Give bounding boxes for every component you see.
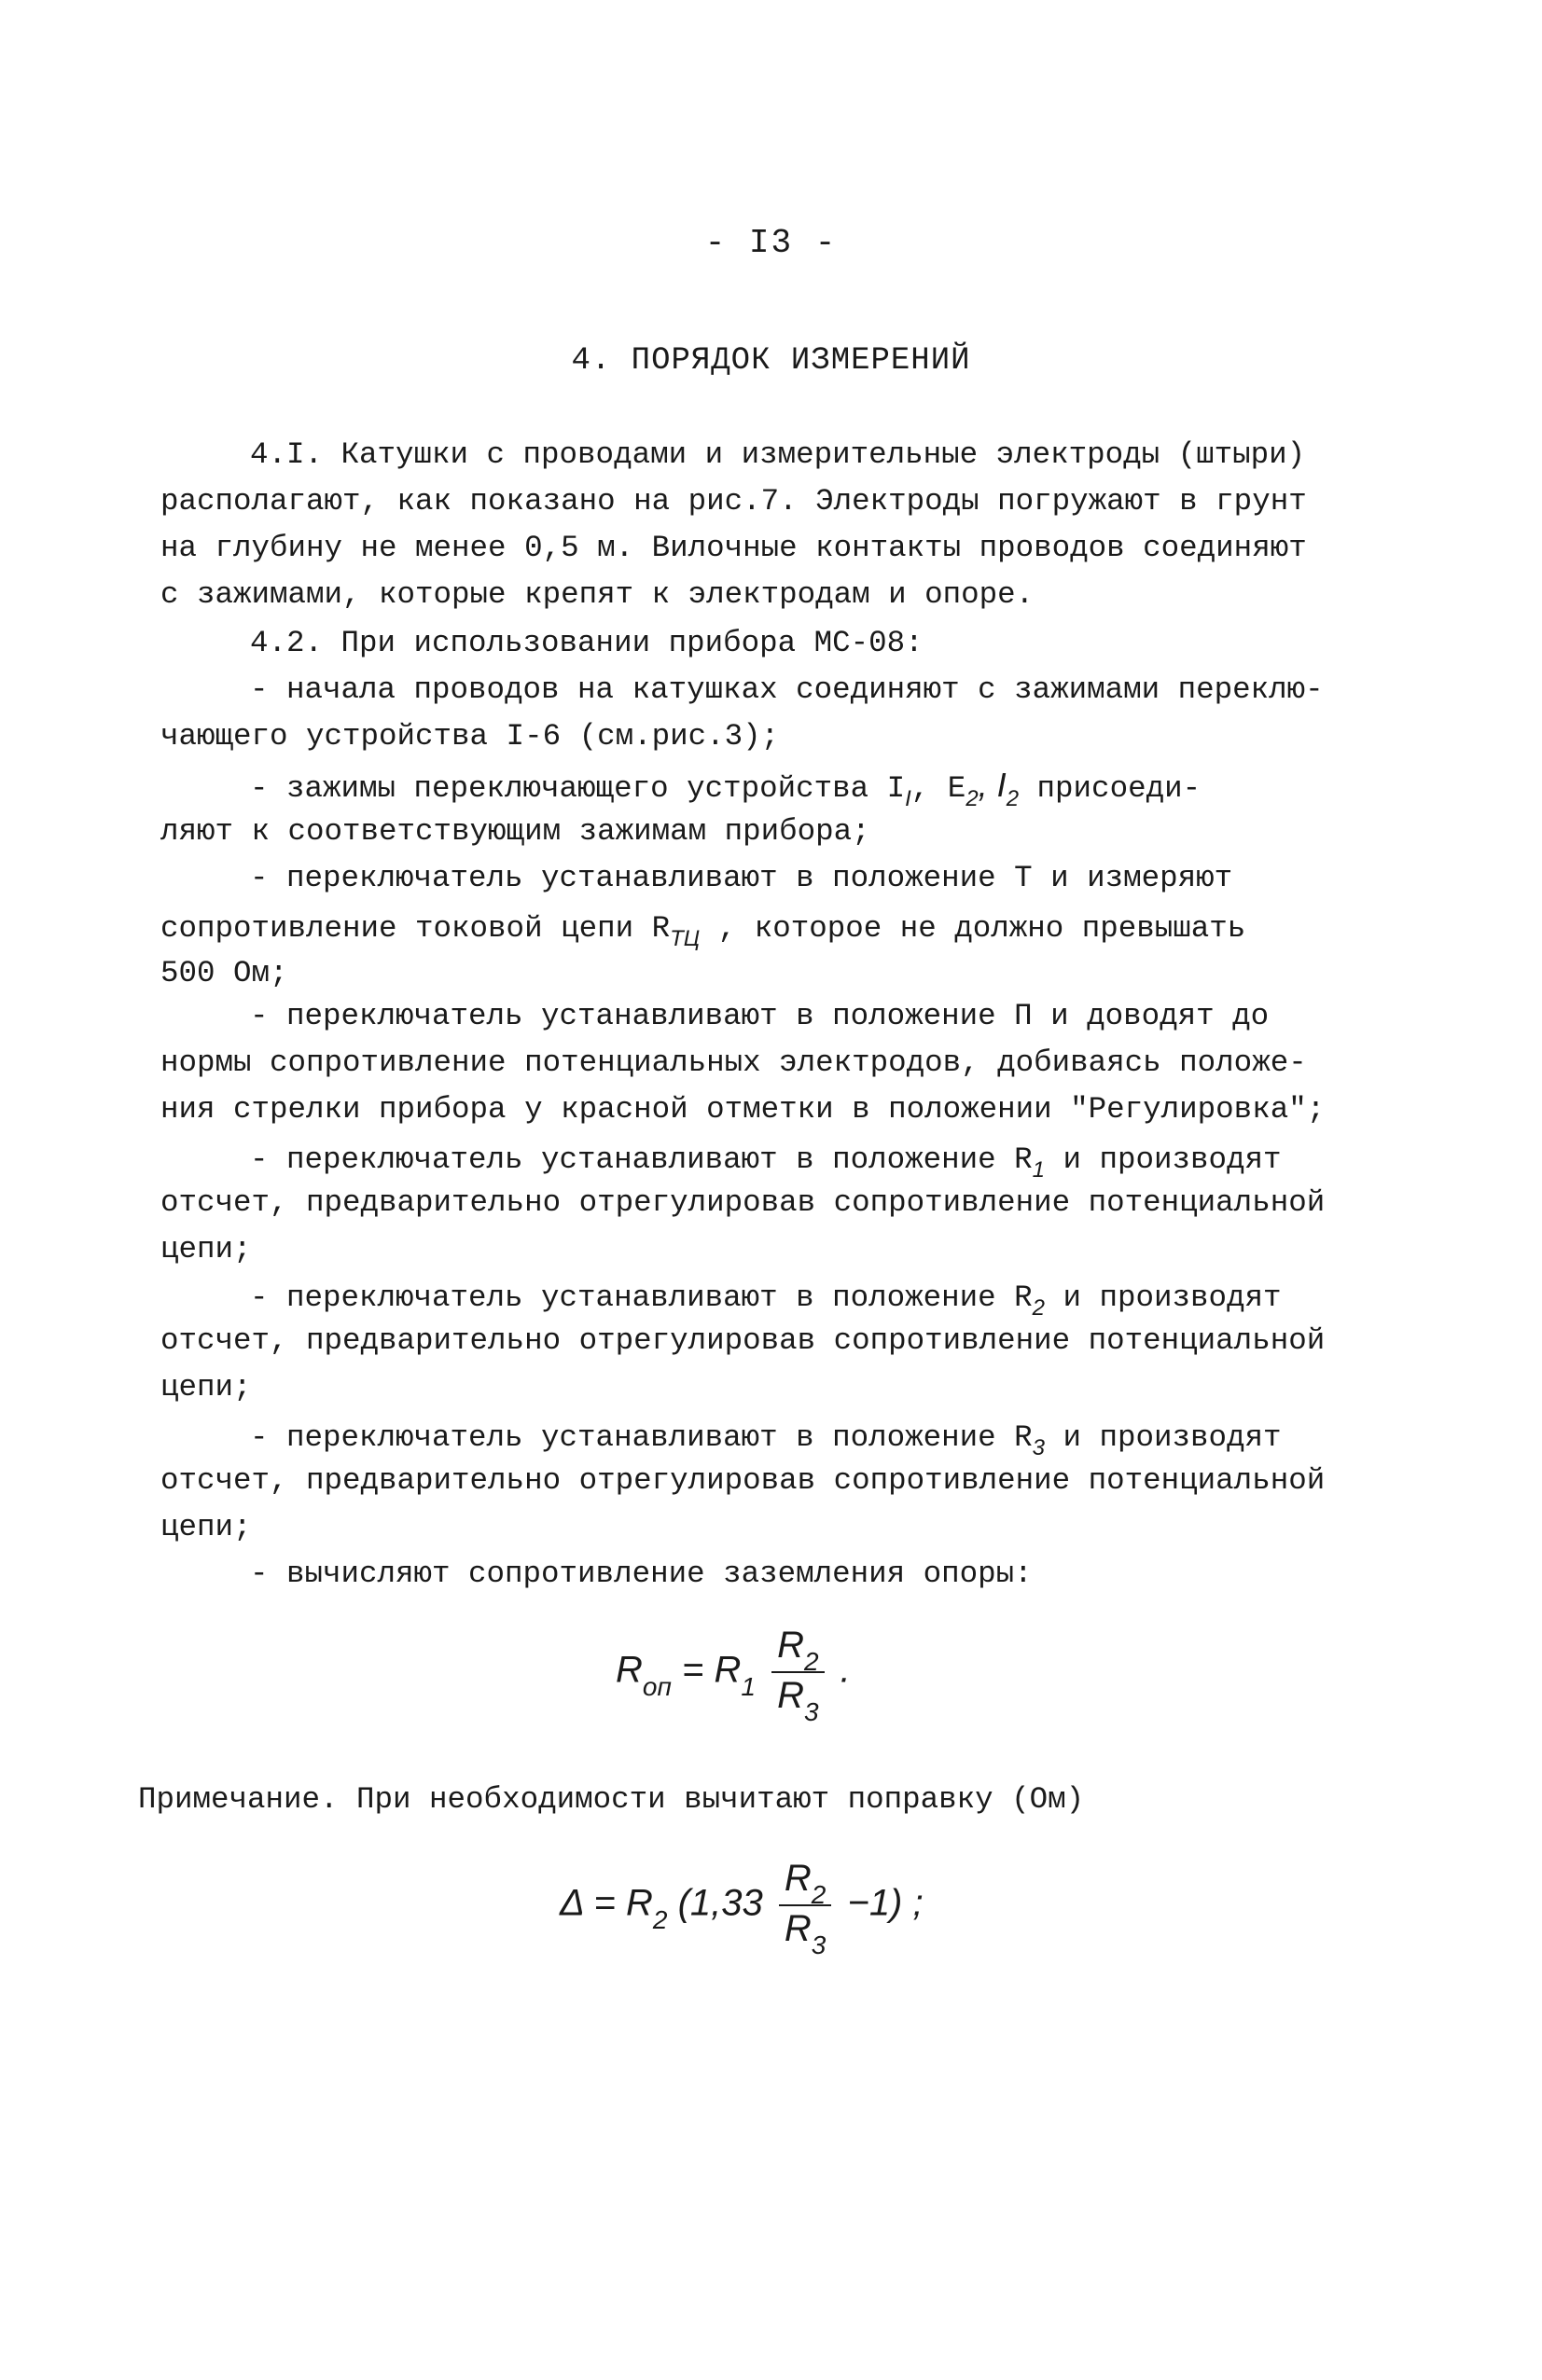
subscript: 2 [811,1880,827,1909]
denominator: R [777,1675,804,1716]
line-part: сопротивление токовой цепи R [160,911,671,946]
text-line: 4.2. При использовании прибора МС-08: [250,626,924,660]
text-line [250,1276,1282,1321]
text-line: - переключатель устанавливают в положение П и доводят до [250,999,1270,1033]
text-line: на глубину не менее 0,5 м. Вилочные контакты проводов соединяют [160,531,1307,565]
subscript: ТЦ [670,926,701,951]
fraction [779,1856,831,1959]
text-line: чающего устройства I-6 (см.рис.3); [160,719,780,754]
subscript: I [905,786,911,811]
delta-symbol: Δ [560,1882,584,1924]
text-line: - переключатель устанавливают в положение Т и измеряют [250,861,1233,895]
text-line [250,767,1201,809]
formula-correction [560,1856,924,1959]
equals-sign: = [682,1649,704,1691]
formula-symbol: R [625,1882,653,1924]
text-line: цепи; [160,1510,252,1544]
subscript: оп [642,1671,672,1701]
formula-part: −1) ; [847,1882,924,1924]
text-line: ния стрелки прибора у красной отметки в положении "Регулировка"; [160,1092,1326,1127]
line-part: , I [978,766,1007,804]
formula-end: . [840,1649,851,1691]
subscript: 2 [652,1904,668,1934]
subscript: 2 [1006,786,1020,811]
subscript: 2 [965,786,979,811]
text-line: отсчет, предварительно отрегулировав сопротивление потенциальной [160,1185,1326,1220]
line-part: - переключатель устанавливают в положение R [250,1280,1033,1315]
line-part: и производят [1045,1142,1282,1177]
text-line: располагают, как показано на рис.7. Электроды погружают в грунт [160,484,1307,519]
line-part: и производят [1045,1420,1282,1455]
denominator: R [784,1908,812,1949]
text-line: 500 Ом; [160,956,288,990]
line-part: и производят [1045,1280,1282,1315]
subscript: 3 [811,1930,827,1959]
formula-symbol: R [616,1649,643,1691]
page-number: - I3 - [704,224,838,262]
line-part: присоеди- [1019,771,1202,806]
text-line [160,906,1246,951]
equals-sign: = [593,1882,616,1924]
text-line: - начала проводов на катушках соединяют с зажимами переклю- [250,672,1324,707]
text-line: отсчет, предварительно отрегулировав сопротивление потенциальной [160,1463,1326,1498]
text-line: цепи; [160,1370,252,1404]
section-heading: 4. ПОРЯДОК ИЗМЕРЕНИЙ [571,343,971,379]
text-line: нормы сопротивление потенциальных электродов, добиваясь положе- [160,1045,1307,1080]
subscript: 2 [803,1647,819,1676]
text-line [250,1138,1282,1183]
text-line: - вычисляют сопротивление заземления опоры: [250,1557,1033,1591]
text-line: 4.I. Катушки с проводами и измерительные электроды (штыри) [250,437,1306,472]
line-part: , которое не должно превышать [700,911,1246,946]
numerator: R [784,1858,812,1899]
subscript: 1 [1032,1157,1045,1183]
formula-part: (1,33 [677,1882,763,1924]
subscript: 1 [741,1671,756,1701]
subscript: 3 [803,1697,819,1726]
numerator: R [777,1625,804,1666]
note-text: Примечание. При необходимости вычитают поправку (Ом) [138,1782,1085,1817]
text-line: ляют к соответствующим зажимам прибора; [160,814,870,849]
line-part: - переключатель устанавливают в положение R [250,1142,1033,1177]
subscript: 2 [1032,1295,1045,1321]
line-part: , E [910,771,966,806]
text-line [250,1416,1282,1458]
text-line: цепи; [160,1232,252,1266]
fraction [771,1623,824,1726]
line-part: - зажимы переключающего устройства I [250,771,906,806]
formula-ground-resistance [616,1623,851,1726]
formula-symbol: R [714,1649,742,1691]
subscript: 3 [1032,1435,1045,1460]
text-line: отсчет, предварительно отрегулировав сопротивление потенциальной [160,1323,1326,1358]
line-part: - переключатель устанавливают в положение R [250,1420,1033,1455]
text-line: с зажимами, которые крепят к электродам и опоре. [160,577,1035,612]
